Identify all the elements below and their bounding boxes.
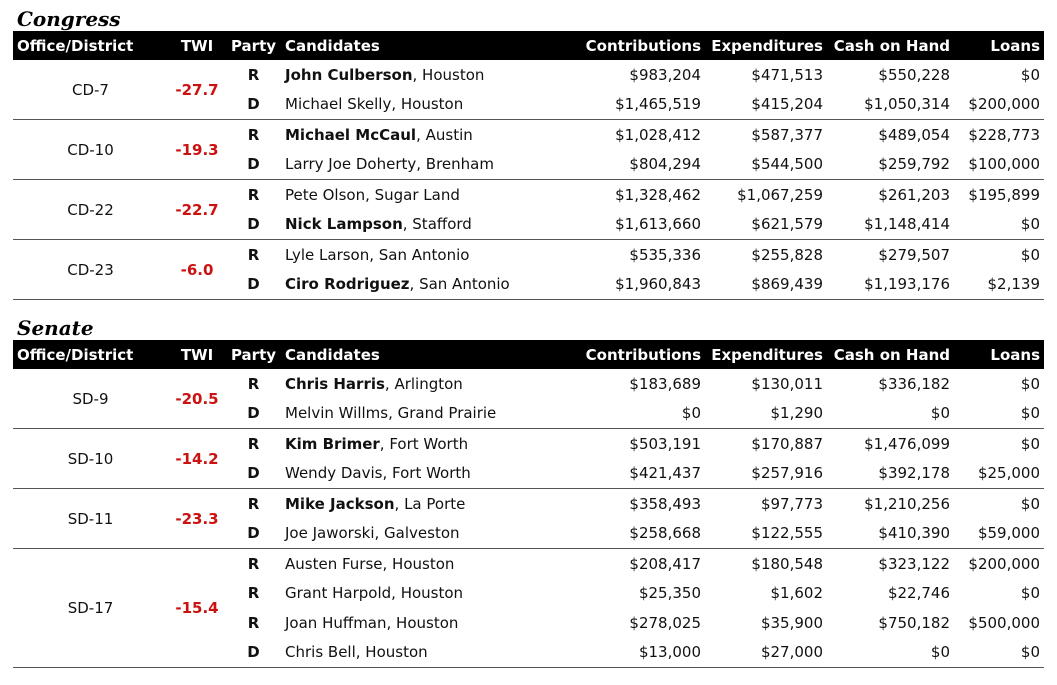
candidate-city: , Stafford bbox=[402, 215, 472, 234]
candidate-city: , Houston bbox=[355, 643, 428, 662]
candidate-name: Wendy Davis bbox=[285, 464, 383, 483]
candidate-row bbox=[13, 429, 1044, 459]
office-district: CD-10 bbox=[67, 140, 114, 159]
candidate-row bbox=[13, 549, 1044, 579]
contributions: $421,437 bbox=[629, 464, 701, 483]
candidate-city: , Houston bbox=[391, 95, 464, 114]
candidate-name: Nick Lampson bbox=[285, 215, 403, 234]
candidate-name: Joan Huffman bbox=[285, 613, 387, 632]
candidate bbox=[281, 638, 579, 668]
party: D bbox=[247, 643, 260, 662]
contributions: $25,350 bbox=[638, 584, 701, 603]
cash-on-hand: $279,507 bbox=[878, 245, 950, 264]
candidate-city: , Arlington bbox=[384, 374, 463, 393]
loans: $0 bbox=[1020, 65, 1040, 84]
cash-on-hand: $0 bbox=[930, 404, 950, 423]
cash-on-hand: $0 bbox=[930, 643, 950, 662]
section-congress bbox=[13, 8, 1044, 300]
candidate-name: Chris Bell bbox=[285, 643, 356, 662]
expenditures: $1,067,259 bbox=[737, 185, 823, 204]
candidate-city: , Houston bbox=[386, 613, 459, 632]
loans: $0 bbox=[1020, 584, 1040, 603]
header-expenditures: Expenditures bbox=[711, 36, 823, 55]
header-contributions: Contributions bbox=[585, 345, 701, 364]
candidate-city: , Sugar Land bbox=[365, 185, 460, 204]
candidate-name: Kim Brimer bbox=[285, 434, 380, 453]
office-district: SD-9 bbox=[72, 389, 109, 408]
candidate bbox=[281, 489, 579, 519]
cash-on-hand: $336,182 bbox=[878, 374, 950, 393]
candidate-name: Melvin Willms bbox=[285, 404, 389, 423]
header-office: Office/District bbox=[17, 345, 134, 364]
loans: $0 bbox=[1020, 245, 1040, 264]
candidate-city: , Austin bbox=[416, 125, 473, 144]
candidate-name: Pete Olson bbox=[285, 185, 366, 204]
party: R bbox=[247, 374, 260, 393]
contributions: $535,336 bbox=[629, 245, 701, 264]
cash-on-hand: $750,182 bbox=[878, 613, 950, 632]
candidate-name: Mike Jackson bbox=[285, 494, 395, 513]
candidate bbox=[281, 608, 579, 638]
party: D bbox=[247, 215, 260, 234]
expenditures: $621,579 bbox=[751, 215, 823, 234]
twi-value: -22.7 bbox=[175, 200, 219, 219]
loans: $0 bbox=[1020, 643, 1040, 662]
expenditures: $257,916 bbox=[751, 464, 823, 483]
candidate bbox=[281, 210, 579, 240]
candidate-row bbox=[13, 120, 1044, 150]
expenditures: $122,555 bbox=[751, 524, 823, 543]
candidate-row bbox=[13, 180, 1044, 210]
loans: $0 bbox=[1020, 215, 1040, 234]
candidate bbox=[281, 369, 579, 399]
expenditures: $170,887 bbox=[751, 434, 823, 453]
header-twi: TWI bbox=[180, 345, 214, 364]
cash-on-hand: $1,050,314 bbox=[864, 95, 950, 114]
office-district: SD-10 bbox=[67, 449, 114, 468]
contributions: $1,960,843 bbox=[615, 275, 701, 294]
cash-on-hand: $410,390 bbox=[878, 524, 950, 543]
contributions: $1,465,519 bbox=[615, 95, 701, 114]
twi-value: -27.7 bbox=[175, 80, 219, 99]
party: R bbox=[247, 584, 260, 603]
cash-on-hand: $1,476,099 bbox=[864, 434, 950, 453]
party: R bbox=[247, 554, 260, 573]
district-group bbox=[13, 240, 1044, 300]
candidate bbox=[281, 120, 579, 150]
loans: $200,000 bbox=[968, 95, 1040, 114]
twi-value: -20.5 bbox=[175, 389, 219, 408]
contributions: $208,417 bbox=[629, 554, 701, 573]
candidate-row bbox=[13, 240, 1044, 270]
party: R bbox=[247, 185, 260, 204]
candidate-name: Lyle Larson bbox=[285, 245, 370, 264]
expenditures: $1,602 bbox=[770, 584, 823, 603]
loans: $195,899 bbox=[968, 185, 1040, 204]
candidate-name: Austen Furse bbox=[285, 554, 383, 573]
candidate-row bbox=[13, 60, 1044, 90]
loans: $0 bbox=[1020, 374, 1040, 393]
candidate-city: , Grand Prairie bbox=[388, 404, 497, 423]
expenditures: $415,204 bbox=[751, 95, 823, 114]
expenditures: $35,900 bbox=[760, 613, 823, 632]
expenditures: $130,011 bbox=[751, 374, 823, 393]
expenditures: $180,548 bbox=[751, 554, 823, 573]
party: D bbox=[247, 95, 260, 114]
candidate bbox=[281, 180, 579, 210]
twi-value: -23.3 bbox=[175, 509, 219, 528]
contributions: $1,613,660 bbox=[615, 215, 701, 234]
header-party: Party bbox=[230, 345, 277, 364]
expenditures: $97,773 bbox=[760, 494, 823, 513]
finance-table bbox=[13, 340, 1044, 668]
office-district: CD-22 bbox=[67, 200, 114, 219]
party: R bbox=[247, 125, 260, 144]
party: R bbox=[247, 494, 260, 513]
header-cash-on-hand: Cash on Hand bbox=[833, 345, 950, 364]
contributions: $358,493 bbox=[629, 494, 701, 513]
twi-value: -19.3 bbox=[175, 140, 219, 159]
loans: $228,773 bbox=[968, 125, 1040, 144]
loans: $0 bbox=[1020, 434, 1040, 453]
section-title: Senate bbox=[17, 316, 94, 340]
candidate bbox=[281, 549, 579, 579]
loans: $500,000 bbox=[968, 613, 1040, 632]
district-group bbox=[13, 60, 1044, 120]
candidate-row bbox=[13, 369, 1044, 399]
candidate bbox=[281, 399, 579, 429]
contributions: $1,028,412 bbox=[615, 125, 701, 144]
district-group bbox=[13, 120, 1044, 180]
section-title: Congress bbox=[17, 7, 121, 31]
cash-on-hand: $550,228 bbox=[878, 65, 950, 84]
section-senate bbox=[13, 317, 1044, 668]
contributions: $258,668 bbox=[629, 524, 701, 543]
candidate-city: , Brenham bbox=[416, 155, 494, 174]
candidate-name: Grant Harpold bbox=[285, 584, 392, 603]
loans: $25,000 bbox=[977, 464, 1040, 483]
candidate-name: John Culberson bbox=[285, 65, 413, 84]
candidate-city: , Houston bbox=[391, 584, 464, 603]
contributions: $183,689 bbox=[629, 374, 701, 393]
loans: $200,000 bbox=[968, 554, 1040, 573]
party: D bbox=[247, 464, 260, 483]
candidate-name: Larry Joe Doherty bbox=[285, 155, 417, 174]
header-cash-on-hand: Cash on Hand bbox=[833, 36, 950, 55]
cash-on-hand: $489,054 bbox=[878, 125, 950, 144]
candidate-city: , San Antonio bbox=[369, 245, 470, 264]
office-district: SD-17 bbox=[67, 599, 114, 617]
cash-on-hand: $1,148,414 bbox=[864, 215, 950, 234]
twi-value: -14.2 bbox=[175, 449, 219, 468]
candidate bbox=[281, 579, 579, 609]
header-loans: Loans bbox=[990, 36, 1040, 55]
candidate-city: , Houston bbox=[412, 65, 485, 84]
party: R bbox=[247, 245, 260, 264]
cash-on-hand: $323,122 bbox=[878, 554, 950, 573]
contributions: $278,025 bbox=[629, 613, 701, 632]
expenditures: $1,290 bbox=[770, 404, 823, 423]
twi-value: -6.0 bbox=[180, 260, 214, 279]
candidate-name: Michael Skelly bbox=[285, 95, 392, 114]
expenditures: $471,513 bbox=[751, 65, 823, 84]
cash-on-hand: $1,193,176 bbox=[864, 275, 950, 294]
finance-table bbox=[13, 31, 1044, 300]
header-party: Party bbox=[230, 36, 277, 55]
party: D bbox=[247, 155, 260, 174]
header-contributions: Contributions bbox=[585, 36, 701, 55]
candidate bbox=[281, 240, 579, 270]
candidate-city: , Fort Worth bbox=[382, 464, 471, 483]
district-group bbox=[13, 429, 1044, 489]
header-twi: TWI bbox=[180, 36, 214, 55]
expenditures: $587,377 bbox=[751, 125, 823, 144]
expenditures: $869,439 bbox=[751, 275, 823, 294]
loans: $59,000 bbox=[977, 524, 1040, 543]
candidate-city: , La Porte bbox=[394, 494, 466, 513]
loans: $100,000 bbox=[968, 155, 1040, 174]
candidate-name: Joe Jaworski bbox=[285, 524, 375, 543]
candidate bbox=[281, 429, 579, 459]
candidate-city: , Galveston bbox=[374, 524, 460, 543]
candidate bbox=[281, 270, 579, 300]
contributions: $804,294 bbox=[629, 155, 701, 174]
cash-on-hand: $1,210,256 bbox=[864, 494, 950, 513]
cash-on-hand: $392,178 bbox=[878, 464, 950, 483]
party: D bbox=[247, 404, 260, 423]
header-loans: Loans bbox=[990, 345, 1040, 364]
party: D bbox=[247, 524, 260, 543]
contributions: $0 bbox=[681, 404, 701, 423]
party: D bbox=[247, 275, 260, 294]
header-candidates: Candidates bbox=[285, 345, 380, 364]
candidate-name: Ciro Rodriguez bbox=[285, 275, 410, 294]
candidate-name: Michael McCaul bbox=[285, 125, 417, 144]
header-office: Office/District bbox=[17, 36, 134, 55]
candidate-city: , San Antonio bbox=[409, 275, 510, 294]
expenditures: $27,000 bbox=[760, 643, 823, 662]
cash-on-hand: $22,746 bbox=[887, 584, 950, 603]
candidate-name: Chris Harris bbox=[285, 374, 385, 393]
office-district: SD-11 bbox=[67, 509, 114, 528]
party: R bbox=[247, 434, 260, 453]
party: R bbox=[247, 613, 260, 632]
expenditures: $544,500 bbox=[751, 155, 823, 174]
candidate bbox=[281, 519, 579, 549]
contributions: $983,204 bbox=[629, 65, 701, 84]
candidate bbox=[281, 90, 579, 120]
contributions: $13,000 bbox=[638, 643, 701, 662]
candidate-city: , Houston bbox=[382, 554, 455, 573]
loans: $0 bbox=[1020, 404, 1040, 423]
party: R bbox=[247, 65, 260, 84]
loans: $2,139 bbox=[987, 275, 1040, 294]
district-group bbox=[13, 369, 1044, 429]
cash-on-hand: $259,792 bbox=[878, 155, 950, 174]
header-expenditures: Expenditures bbox=[711, 345, 823, 364]
candidate bbox=[281, 60, 579, 90]
district-group bbox=[13, 489, 1044, 549]
header-row bbox=[13, 31, 1044, 60]
expenditures: $255,828 bbox=[751, 245, 823, 264]
header-candidates: Candidates bbox=[285, 36, 380, 55]
contributions: $1,328,462 bbox=[615, 185, 701, 204]
candidate-row bbox=[13, 489, 1044, 519]
loans: $0 bbox=[1020, 494, 1040, 513]
candidate-city: , Fort Worth bbox=[379, 434, 469, 453]
cash-on-hand: $261,203 bbox=[878, 185, 950, 204]
office-district: CD-23 bbox=[67, 260, 114, 279]
contributions: $503,191 bbox=[629, 434, 701, 453]
candidate bbox=[281, 150, 579, 180]
district-group bbox=[13, 180, 1044, 240]
candidate bbox=[281, 459, 579, 489]
header-row bbox=[13, 340, 1044, 369]
twi-value: -15.4 bbox=[175, 599, 219, 617]
office-district: CD-7 bbox=[72, 80, 109, 99]
district-group bbox=[13, 549, 1044, 668]
